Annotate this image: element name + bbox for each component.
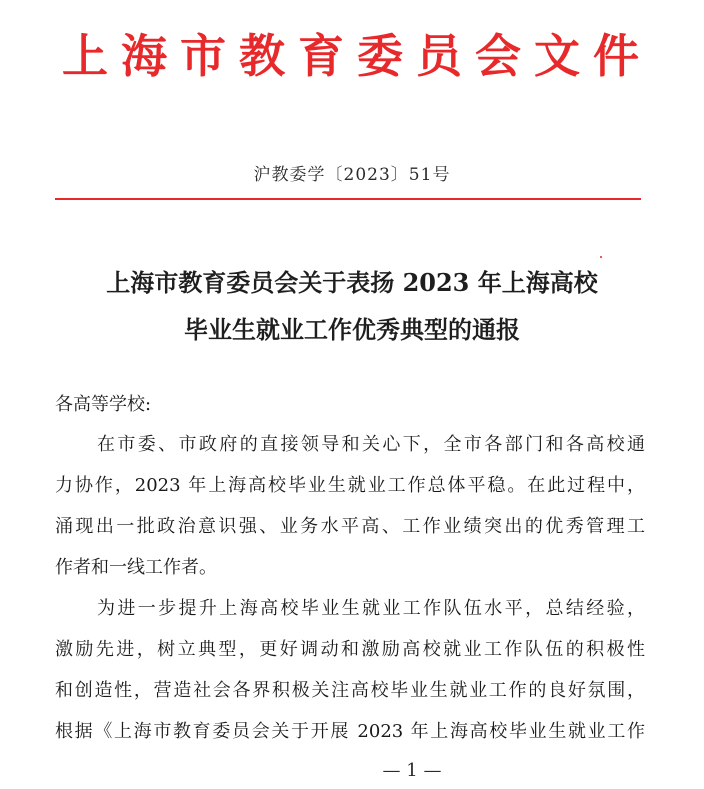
- red-divider-line: [55, 198, 641, 200]
- red-speck: [600, 256, 602, 258]
- page-number: — 1 —: [382, 760, 442, 781]
- document-title-line-2: 毕业生就业工作优秀典型的通报: [184, 315, 520, 344]
- document-number: 沪教委学〔2023〕51号: [253, 165, 451, 185]
- paragraph-2-line-3: 和创造性，营造社会各界积极关注高校毕业生就业工作的良好氛围，: [55, 680, 645, 701]
- paragraph-2-line-4: 根据《上海市教育委员会关于开展 2023 年上海高校毕业生就业工作: [55, 721, 645, 742]
- document-title-line-1: 上海市教育委员会关于表扬 2023 年上海高校: [106, 268, 598, 297]
- paragraph-1-line-3: 涌现出一批政治意识强、业务水平高、工作业绩突出的优秀管理工: [55, 516, 645, 537]
- paragraph-1-line-1: 在市委、市政府的直接领导和关心下，全市各部门和各高校通: [97, 434, 645, 455]
- paragraph-2-line-1: 为进一步提升上海高校毕业生就业工作队伍水平，总结经验，: [97, 598, 645, 619]
- paragraph-1-line-2: 力协作，2023 年上海高校毕业生就业工作总体平稳。在此过程中，: [55, 475, 645, 496]
- salutation: 各高等学校:: [55, 394, 152, 415]
- paragraph-1-line-4: 作者和一线工作者。: [55, 557, 217, 578]
- document-header-title: 上海市教育委员会文件: [62, 29, 652, 83]
- paragraph-2-line-2: 激励先进，树立典型，更好调动和激励高校就业工作队伍的积极性: [55, 639, 645, 660]
